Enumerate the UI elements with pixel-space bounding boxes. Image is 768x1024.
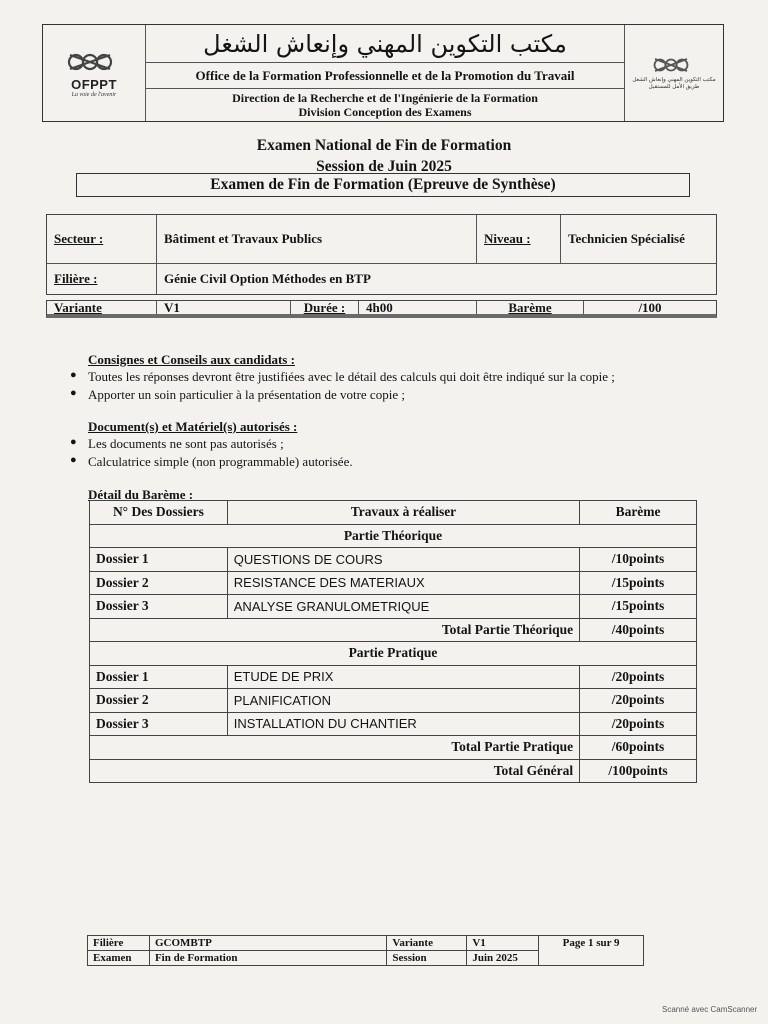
footer-session-value: Juin 2025 [467, 951, 539, 966]
travail-cell: RESISTANCE DES MATERIAUX [227, 571, 579, 595]
points-cell: /15points [580, 595, 697, 619]
table-row [90, 665, 697, 689]
bullet-icon: ● [70, 369, 77, 381]
document-item [70, 436, 284, 452]
total-theorique-label: Total Partie Théorique [90, 618, 580, 642]
points-cell: /20points [580, 712, 697, 736]
bareme-label: Barème [477, 301, 584, 314]
document-item [70, 454, 353, 470]
footer-table [87, 935, 644, 966]
direction-name: Direction de la Recherche et de l'Ingénierie de la Formation [232, 91, 538, 105]
ofppt-logo-left [43, 25, 146, 121]
duree-label: Durée : [291, 301, 359, 314]
total-general-label: Total Général [90, 759, 580, 783]
footer-variante-value: V1 [467, 936, 539, 951]
duree-value: 4h00 [359, 301, 477, 314]
header-center [146, 25, 624, 121]
consigne-item [70, 387, 405, 403]
bareme-detail-title: Détail du Barème : [88, 487, 194, 502]
bullet-icon: ● [70, 387, 77, 399]
points-cell: /15points [580, 571, 697, 595]
filiere-label: Filière : [47, 264, 157, 294]
footer-page: Page 1 sur 9 [539, 936, 644, 966]
secteur-label: Secteur : [47, 215, 157, 263]
office-name: Office de la Formation Professionnelle et de la Promotion du Travail [146, 63, 624, 89]
consigne-text: Apporter un soin particulier à la présentation de votre copie ; [88, 387, 405, 402]
points-cell: /10points [580, 548, 697, 572]
logo-right-arabic: مكتب التكوين المهني وإنعاش الشغل طريق الأمل للمستقبل [632, 77, 716, 90]
travail-cell: INSTALLATION DU CHANTIER [227, 712, 579, 736]
direction-block [146, 89, 624, 121]
travail-cell: ANALYSE GRANULOMETRIQUE [227, 595, 579, 619]
dossier-cell: Dossier 3 [90, 595, 228, 619]
info-row-secteur [47, 215, 716, 264]
logo-tagline: La voie de l'avenir [71, 91, 117, 98]
ofppt-logo-text: OFPPT [71, 76, 117, 92]
dossier-cell: Dossier 3 [90, 712, 228, 736]
header-dossiers: N° Des Dossiers [90, 501, 228, 525]
total-row [90, 736, 697, 760]
partie-pratique-label: Partie Pratique [90, 642, 697, 666]
secteur-value: Bâtiment et Travaux Publics [157, 215, 477, 263]
bareme-table [89, 500, 697, 783]
exam-title: Examen National de Fin de Formation [256, 137, 512, 154]
consigne-item [70, 369, 615, 385]
session-title: Session de Juin 2025 [316, 158, 452, 175]
documents-title: Document(s) et Matériel(s) autorisés : [88, 419, 298, 434]
section-row [90, 642, 697, 666]
document-text: Les documents ne sont pas autorisés ; [88, 436, 284, 451]
points-cell: /20points [580, 665, 697, 689]
partie-theorique-label: Partie Théorique [90, 524, 697, 548]
bareme-value: /100 [638, 299, 662, 315]
footer-row [88, 936, 644, 951]
section-row [90, 524, 697, 548]
dossier-cell: Dossier 2 [90, 689, 228, 713]
info-row-filiere [47, 264, 716, 294]
dossier-cell: Dossier 1 [90, 665, 228, 689]
ofppt-logo-icon [66, 49, 122, 75]
variante-label: Variante [47, 301, 157, 314]
header-travaux: Travaux à réaliser [227, 501, 579, 525]
ofppt-logo-small-icon [652, 55, 696, 75]
total-pratique-value: /60points [580, 736, 697, 760]
variante-row [46, 300, 717, 318]
consignes-title: Consignes et Conseils aux candidats : [88, 352, 295, 367]
exam-type-title: Examen de Fin de Formation (Epreuve de Synthèse) [76, 173, 690, 197]
travail-cell: QUESTIONS DE COURS [227, 548, 579, 572]
info-table [46, 214, 717, 295]
bareme-header-row [90, 501, 697, 525]
ofppt-logo-right [624, 25, 723, 121]
points-cell: /20points [580, 689, 697, 713]
total-pratique-label: Total Partie Pratique [90, 736, 580, 760]
variante-value: V1 [157, 301, 291, 314]
table-row [90, 712, 697, 736]
bullet-icon: ● [70, 454, 77, 466]
table-row [90, 548, 697, 572]
filiere-value: Génie Civil Option Méthodes en BTP [164, 271, 371, 286]
consigne-text: Toutes les réponses devront être justifiées avec le détail des calculs qui doit être indiqué sur la copie ; [88, 369, 615, 384]
bullet-icon: ● [70, 436, 77, 448]
footer-filiere-value: GCOMBTP [149, 936, 386, 951]
footer-examen-value: Fin de Formation [149, 951, 386, 966]
niveau-value: Technicien Spécialisé [568, 231, 685, 246]
footer-examen-label: Examen [88, 951, 150, 966]
header-bareme: Barème [580, 501, 697, 525]
table-row [90, 571, 697, 595]
division-name: Division Conception des Examens [298, 105, 472, 119]
header-box [42, 24, 724, 122]
total-row [90, 618, 697, 642]
total-general-value: /100points [580, 759, 697, 783]
table-row [90, 595, 697, 619]
travail-cell: ETUDE DE PRIX [227, 665, 579, 689]
footer-variante-label: Variante [387, 936, 467, 951]
footer-filiere-label: Filière [88, 936, 150, 951]
dossier-cell: Dossier 1 [90, 548, 228, 572]
scanner-watermark: Scanné avec CamScanner [662, 1005, 758, 1014]
table-row [90, 689, 697, 713]
travail-cell: PLANIFICATION [227, 689, 579, 713]
total-theorique-value: /40points [580, 618, 697, 642]
footer-session-label: Session [387, 951, 467, 966]
dossier-cell: Dossier 2 [90, 571, 228, 595]
niveau-label: Niveau : [477, 215, 561, 263]
arabic-name: مكتب التكوين المهني وإنعاش الشغل [146, 25, 624, 63]
document-text: Calculatrice simple (non programmable) autorisée. [88, 454, 353, 469]
total-general-row [90, 759, 697, 783]
